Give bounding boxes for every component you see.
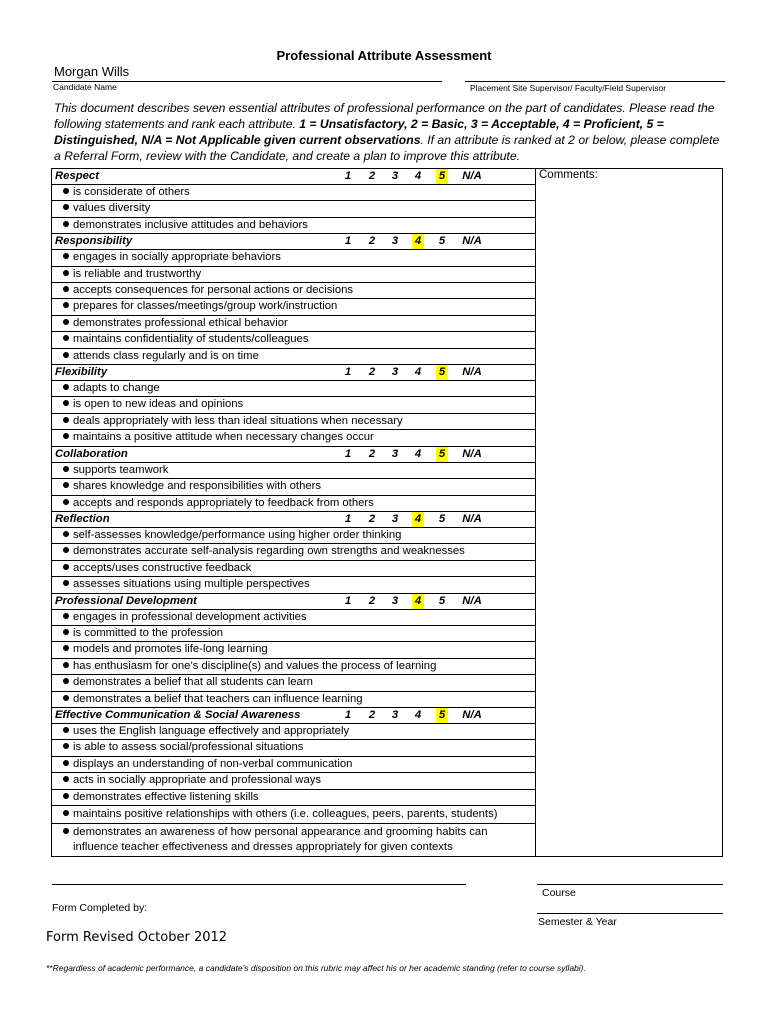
bullet-icon [63,828,69,834]
scale-option-na[interactable]: N/A [462,708,482,721]
item-text: models and promotes life-long learning [73,643,268,656]
bullet-icon [63,253,69,259]
course-label: Course [542,887,576,899]
scale-option-4[interactable]: 4 [414,170,422,182]
scale-option-3[interactable]: 3 [391,594,399,607]
bullet-icon [63,302,69,308]
footnote: **Regardless of academic performance, a candidate’s disposition on this rubric may affect his or her academic standing (refer to course syllabi). [46,963,586,973]
scale-option-4[interactable]: 4 [414,447,422,460]
semester-label: Semester & Year [538,916,617,928]
scale-option-na[interactable]: N/A [462,235,482,248]
category-name: Professional Development [55,594,197,607]
item-text: self-assesses knowledge/performance using higher order thinking [73,528,402,541]
item-text: is committed to the profession [73,626,224,639]
bullet-icon [63,662,69,668]
scale-option-1[interactable]: 1 [344,235,352,248]
item-text: has enthusiasm for one’s discipline(s) and values the process of learning [73,659,437,672]
scale-option-2[interactable]: 2 [368,447,376,460]
bullet-icon [63,466,69,472]
scale-option-na[interactable]: N/A [462,170,482,182]
scale-option-5[interactable]: 5 [436,708,448,723]
scale-option-4[interactable]: 4 [412,234,424,249]
category-cell [52,446,536,462]
scale-option-2[interactable]: 2 [368,512,376,525]
item-text: adapts to change [73,382,160,395]
scale-option-1[interactable]: 1 [344,708,352,721]
scale-option-3[interactable]: 3 [391,447,399,460]
scale-option-3[interactable]: 3 [391,235,399,248]
item-text: maintains a positive attitude when necessary changes occur [73,431,374,444]
item-text: attends class regularly and is on time [73,349,259,362]
scale-option-5[interactable]: 5 [438,512,446,525]
page-title: Professional Attribute Assessment [276,48,492,63]
scale-definition: 1 = Unsatisfactory, 2 = Basic, 3 = Acceptable, 4 = Proficient, 5 = Distinguished, N/A = Not Applicable given current observations [54,117,664,147]
bullet-icon [63,352,69,358]
item-text: engages in socially appropriate behaviors [73,251,281,264]
semester-line [537,913,723,914]
category-name: Responsibility [55,235,133,248]
completed-by-line [52,884,466,885]
category-name: Respect [55,170,99,182]
item-text: deals appropriately with less than ideal situations when necessary [73,414,403,427]
bullet-icon [63,645,69,651]
item-text: demonstrates professional ethical behavior [73,316,288,329]
item-text: is able to assess social/professional situations [73,741,304,754]
scale-option-4[interactable]: 4 [412,512,424,527]
item-text: displays an understanding of non-verbal communication [73,757,353,770]
category-name: Collaboration [55,447,128,460]
revised-date: Form Revised October 2012 [46,930,228,945]
bullet-icon [63,433,69,439]
bullet-icon [63,695,69,701]
scale-option-3[interactable]: 3 [391,170,399,182]
scale-option-1[interactable]: 1 [344,170,352,182]
scale-option-1[interactable]: 1 [344,447,352,460]
scale-option-3[interactable]: 3 [391,708,399,721]
scale-option-5[interactable]: 5 [438,235,446,248]
completed-by-label: Form Completed by: [52,902,148,914]
item-text: accepts and responds appropriately to feedback from others [73,496,374,509]
bullet-icon [63,270,69,276]
item-text: is considerate of others [73,186,190,198]
scale-option-2[interactable]: 2 [368,170,376,182]
candidate-name-value[interactable]: Morgan Wills [54,64,130,79]
comments-label: Comments: [539,169,598,181]
bullet-icon [63,776,69,782]
scale-option-4[interactable]: 4 [414,708,422,721]
course-line [537,884,723,885]
scale-option-4[interactable]: 4 [414,366,422,379]
intro-text-2: . If an attribute is ranked at 2 or below, please complete a Referral Form, review with the Candidate, and create a plan to improve this attribute. [54,133,720,163]
scale-option-2[interactable]: 2 [368,594,376,607]
intro-text: This document describes seven essential attributes of professional performance on the part of candidates. Please read the following statements and rank each attribute. [54,101,715,131]
scale-option-3[interactable]: 3 [391,366,399,379]
scale-option-2[interactable]: 2 [368,366,376,379]
item-text: demonstrates a belief that teachers can influence learning [73,692,363,705]
bullet-icon [63,417,69,423]
category-cell [52,511,536,527]
scale-option-1[interactable]: 1 [344,512,352,525]
item-text: supports teamwork [73,463,169,476]
scale-option-5[interactable]: 5 [436,169,448,184]
scale-option-2[interactable]: 2 [368,708,376,721]
scale-option-na[interactable]: N/A [462,512,482,525]
item-text: accepts consequences for personal actions or decisions [73,284,354,297]
scale-option-na[interactable]: N/A [462,366,482,379]
item-text: shares knowledge and responsibilities with others [73,480,322,493]
item-text: demonstrates a belief that all students can learn [73,676,313,689]
item-text: maintains confidentiality of students/colleagues [73,333,309,346]
supervisor-label: Placement Site Supervisor/ Faculty/Field Supervisor [470,83,667,93]
scale-option-4[interactable]: 4 [412,594,424,609]
category-cell [52,169,536,185]
candidate-name-label: Candidate Name [53,82,117,92]
category-name: Reflection [55,512,110,525]
bullet-icon [63,810,69,816]
item-text: values diversity [73,202,151,215]
category-name: Flexibility [55,366,108,379]
scale-option-5[interactable]: 5 [436,365,448,380]
scale-option-1[interactable]: 1 [344,594,352,607]
item-text: uses the English language effectively and appropriately [73,724,350,737]
item-text: is reliable and trustworthy [73,267,202,280]
bullet-icon [63,335,69,341]
bullet-icon [63,743,69,749]
item-text: demonstrates effective listening skills [73,790,259,803]
bullet-icon [63,564,69,570]
bullet-icon [63,482,69,488]
bullet-icon [63,188,69,194]
item-text: acts in socially appropriate and professional ways [73,774,322,787]
scale-option-na[interactable]: N/A [462,594,482,607]
bullet-icon [63,580,69,586]
bullet-icon [63,319,69,325]
bullet-icon [63,221,69,227]
category-name: Effective Communication & Social Awareness [55,708,301,721]
category-row [52,169,723,185]
category-cell [52,234,536,250]
intro-paragraph [54,100,724,164]
category-cell [52,593,536,609]
scale-option-1[interactable]: 1 [344,366,352,379]
category-cell [52,707,536,723]
rubric-table [51,168,723,857]
item-text: accepts/uses constructive feedback [73,561,252,574]
item-text: engages in professional development activities [73,610,307,623]
bullet-icon [63,400,69,406]
bullet-icon [63,531,69,537]
item-text: demonstrates inclusive attitudes and behaviors [73,218,308,231]
bullet-icon [63,384,69,390]
bullet-icon [63,499,69,505]
bullet-icon [63,678,69,684]
item-text: maintains positive relationships with others (i.e. colleagues, peers, parents, students) [73,808,498,820]
bullet-icon [63,760,69,766]
scale-option-na[interactable]: N/A [462,447,482,460]
bullet-icon [63,793,69,799]
bullet-icon [63,613,69,619]
bullet-icon [63,547,69,553]
scale-option-5[interactable]: 5 [436,447,448,462]
bullet-icon [63,727,69,733]
item-text: is open to new ideas and opinions [73,398,244,411]
item-text: demonstrates an awareness of how personal appearance and grooming habits can influence teacher effectiveness and dresses appropriately for given contexts [73,826,488,854]
item-text: assesses situations using multiple perspectives [73,578,310,591]
scale-option-3[interactable]: 3 [391,512,399,525]
scale-option-2[interactable]: 2 [368,235,376,248]
item-text: demonstrates accurate self-analysis regarding own strengths and weaknesses [73,545,465,558]
bullet-icon [63,629,69,635]
bullet-icon [63,286,69,292]
comments-box[interactable] [536,169,723,857]
supervisor-line [465,81,725,82]
scale-option-5[interactable]: 5 [438,594,446,607]
bullet-icon [63,204,69,210]
category-cell [52,365,536,381]
item-text: prepares for classes/meetings/group work/instruction [73,300,338,313]
